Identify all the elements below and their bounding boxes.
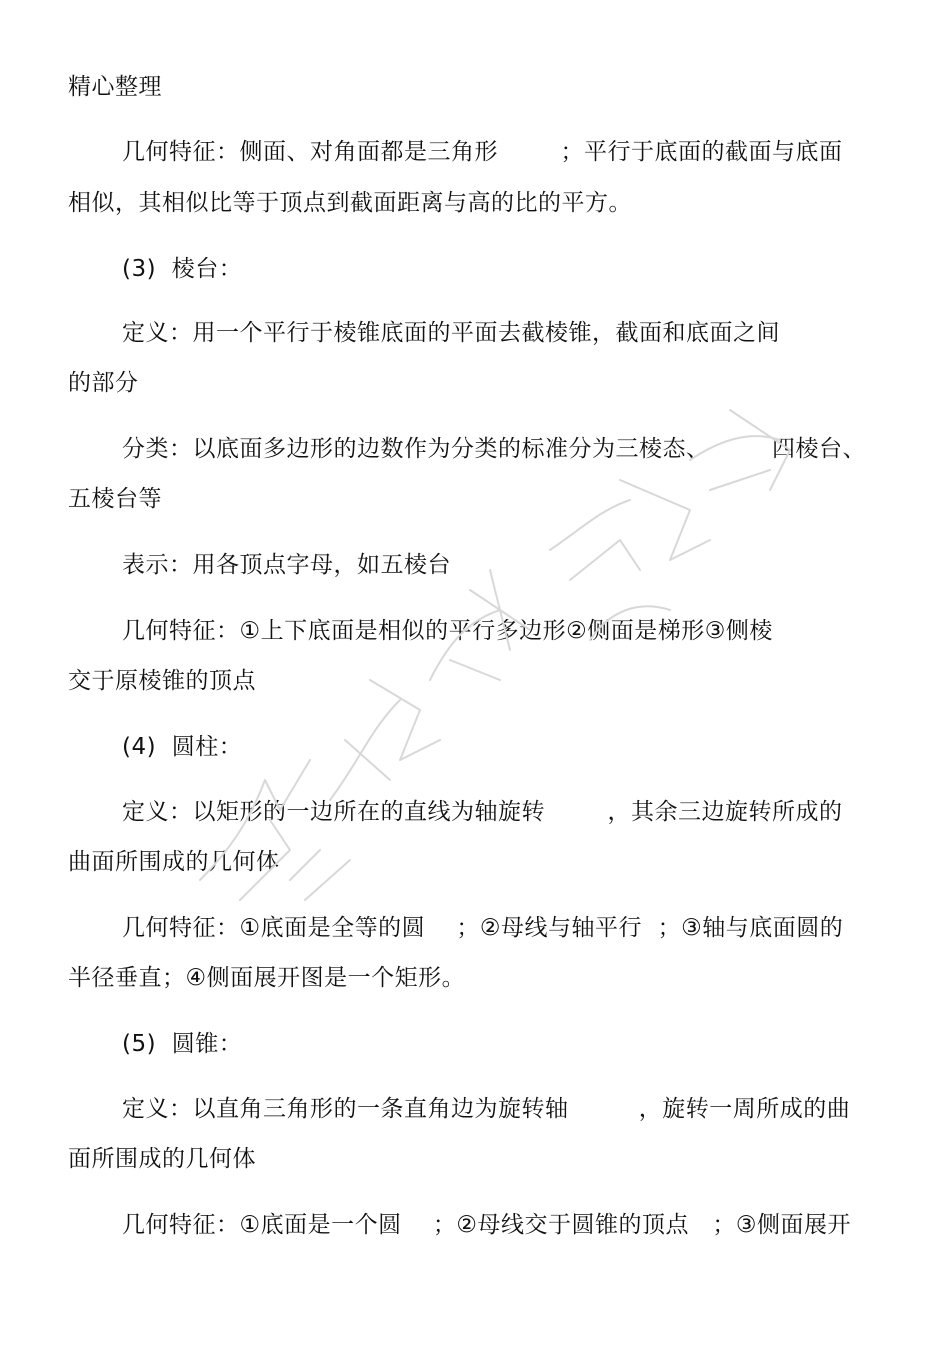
text-line: 几何特征：①上下底面是相似的平行多边形②侧面是梯形③侧棱	[122, 618, 773, 644]
text-line: 曲面所围成的几何体	[68, 849, 280, 875]
text-line: 定义：用一个平行于棱锥底面的平面去截棱锥，截面和底面之间	[122, 320, 780, 346]
text-line: 相似，其相似比等于顶点到截面距离与高的比的平方。	[68, 190, 632, 216]
text-line: 几何特征：侧面、对角面都是三角形 ；平行于底面的截面与底面	[122, 139, 843, 165]
text-line: 表示：用各顶点字母，如五棱台	[122, 552, 451, 578]
text-line: 五棱台等	[68, 486, 162, 512]
text-line: 几何特征：①底面是全等的圆 ；②母线与轴平行 ；③轴与底面圆的	[122, 915, 844, 941]
text-line: 的部分	[68, 370, 139, 396]
text-line: 半径垂直；④侧面展开图是一个矩形。	[68, 965, 466, 991]
text-line: 面所围成的几何体	[68, 1146, 256, 1172]
page-header: 精心整理	[68, 74, 162, 100]
text-line: 几何特征：①底面是一个圆 ；②母线交于圆锥的顶点 ；③侧面展开	[122, 1212, 852, 1238]
text-line: 定义：以矩形的一边所在的直线为轴旋转 ，其余三边旋转所成的	[122, 799, 843, 825]
text-line: 定义：以直角三角形的一条直角边为旋转轴 ，旋转一周所成的曲	[122, 1096, 851, 1122]
text-line: 分类：以底面多边形的边数作为分类的标准分为三棱态、 四棱台、	[122, 436, 866, 462]
section-heading: (4) 圆柱：	[122, 734, 243, 760]
text-line: 交于原棱锥的顶点	[68, 668, 256, 694]
section-heading: (3) 棱台：	[122, 256, 243, 282]
section-heading: (5) 圆锥：	[122, 1031, 243, 1057]
